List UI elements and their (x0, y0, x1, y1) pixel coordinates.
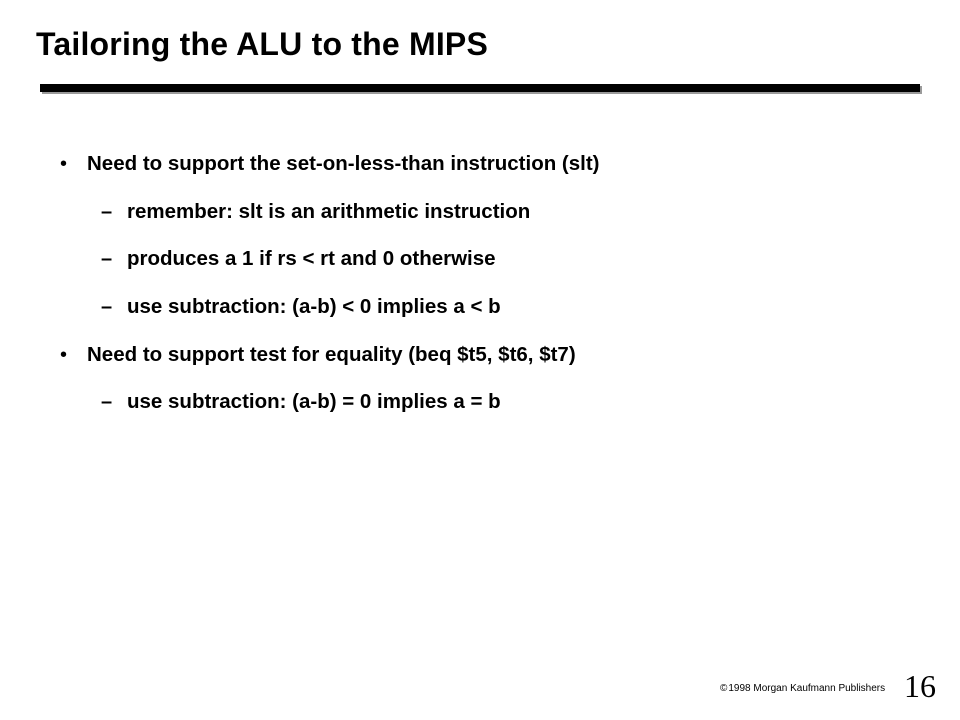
page-number: 16 (904, 668, 936, 704)
dash-icon: – (101, 201, 113, 223)
title-underline-rule (40, 84, 920, 92)
slide-title: Tailoring the ALU to the MIPS (36, 26, 489, 62)
bullet-icon: • (60, 344, 68, 366)
sub-item-use-subtraction-slt: use subtraction: (a-b) < 0 implies a < b (127, 295, 501, 318)
bullet-item-equality-test: Need to support test for equality (beq $t5, $t6, $t7) (87, 343, 576, 366)
copyright-icon: © (720, 683, 728, 694)
bullet-icon: • (60, 153, 68, 175)
dash-icon: – (101, 248, 113, 270)
sub-item-produces-1: produces a 1 if rs < rt and 0 otherwise (127, 247, 496, 270)
sub-item-use-subtraction-beq: use subtraction: (a-b) = 0 implies a = b (127, 390, 501, 413)
dash-icon: – (101, 296, 113, 318)
dash-icon: – (101, 391, 113, 413)
copyright-text: 1998 Morgan Kaufmann Publishers (728, 683, 886, 694)
bullet-item-slt-support: Need to support the set-on-less-than instruction (slt) (87, 152, 600, 175)
copyright-notice (720, 683, 885, 694)
sub-item-remember-slt: remember: slt is an arithmetic instruction (127, 200, 531, 223)
